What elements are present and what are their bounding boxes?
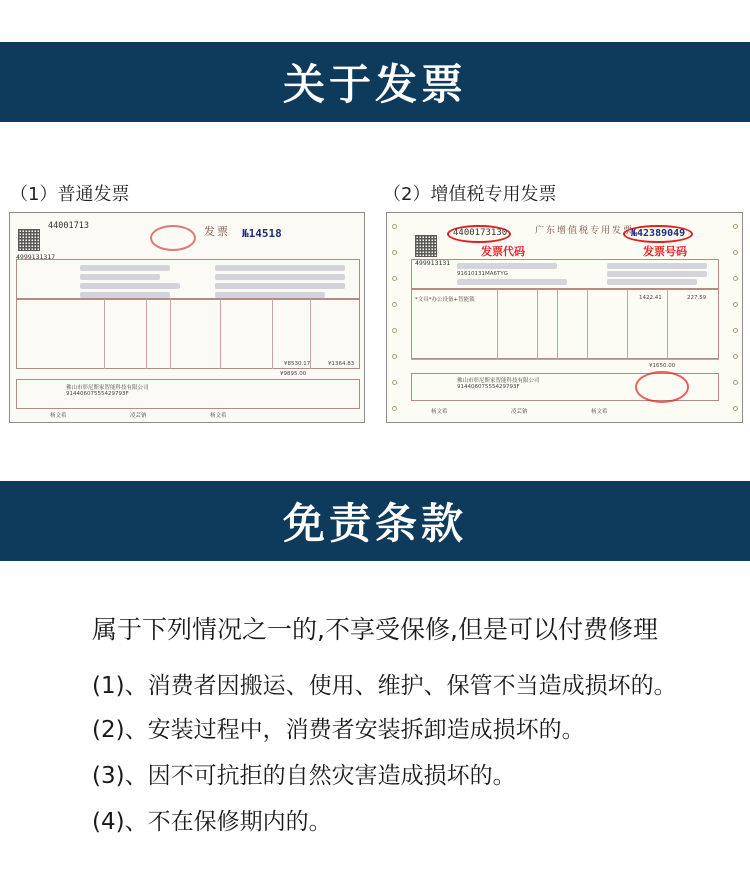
issuer-name: 杨文希 xyxy=(591,409,608,415)
tax-total: ¥1364.83 xyxy=(328,361,355,367)
perforation-left xyxy=(389,213,399,422)
invoice-number: №42389049 xyxy=(631,228,686,239)
buyer-tax-id: 91610131MA6TYG xyxy=(457,271,508,277)
item-name: *文具*办公设备+智能锁 xyxy=(415,297,475,303)
invoice-code: 44001713 xyxy=(48,221,89,231)
reviewer-name: 凌芸钠 xyxy=(130,413,147,419)
seller-tax-id: 91440607555429793F xyxy=(66,391,129,397)
tax-seal-icon xyxy=(635,371,689,403)
seller-name: 佛山市彰尼斯家智能科技有限公司 xyxy=(66,385,149,391)
invoice-title: 发票 xyxy=(204,225,230,238)
item-tax: 227.59 xyxy=(687,295,707,301)
section-banner-about xyxy=(0,42,750,122)
qr-code-icon xyxy=(18,229,40,251)
invoice-code: 4400173130 xyxy=(453,228,508,238)
invoice-image-vat xyxy=(386,212,743,423)
disclaimer-clause: (2)、安装过程中，消费者安装拆卸造成损坏的。 xyxy=(92,717,585,743)
payee-name: 杨文希 xyxy=(431,409,448,415)
amount-total: ¥8530.17 xyxy=(284,361,311,367)
seller-name: 佛山市彰尼斯家智能科技有限公司 xyxy=(457,378,540,384)
grand-total: ¥9895.00 xyxy=(280,371,307,377)
invoice-code-label: 发票代码 xyxy=(481,245,525,258)
disclaimer-intro: 属于下列情况之一的,不享受保修,但是可以付费修理 xyxy=(92,615,658,644)
seller-tax-id: 91440607555429793F xyxy=(457,384,520,390)
disclaimer-clause: (4)、不在保修期内的。 xyxy=(92,809,332,835)
invoice-caption-vat: （2）增值税专用发票 xyxy=(383,184,557,205)
qr-code-icon xyxy=(415,235,437,257)
disclaimer-clause: (1)、消费者因搬运、使用、维护、保管不当造成损坏的。 xyxy=(92,673,677,699)
invoice-image-regular xyxy=(9,212,365,423)
invoice-title: 广东增值税专用发票 xyxy=(534,226,634,236)
item-amount: 1422.41 xyxy=(639,295,662,301)
section-title-about: 关于发票 xyxy=(282,60,467,109)
invoice-number-label: 发票号码 xyxy=(643,245,687,258)
invoice-buyer-code: 499913131 xyxy=(415,259,451,267)
reviewer-name: 凌芸钠 xyxy=(511,409,528,415)
invoice-number: №14518 xyxy=(242,227,282,240)
invoice-buyer-code: 4999131317 xyxy=(16,253,56,261)
disclaimer-clause: (3)、因不可抗拒的自然灾害造成损坏的。 xyxy=(92,763,516,789)
perforation-right xyxy=(730,213,740,422)
section-banner-disclaimer xyxy=(0,481,750,561)
issuer-name: 杨文希 xyxy=(210,413,227,419)
invoice-caption-regular: （1）普通发票 xyxy=(10,184,130,205)
payee-name: 杨文希 xyxy=(50,413,67,419)
grand-total: ¥1650.00 xyxy=(649,363,676,369)
items-table xyxy=(16,299,360,369)
section-title-disclaimer: 免责条款 xyxy=(282,499,467,548)
